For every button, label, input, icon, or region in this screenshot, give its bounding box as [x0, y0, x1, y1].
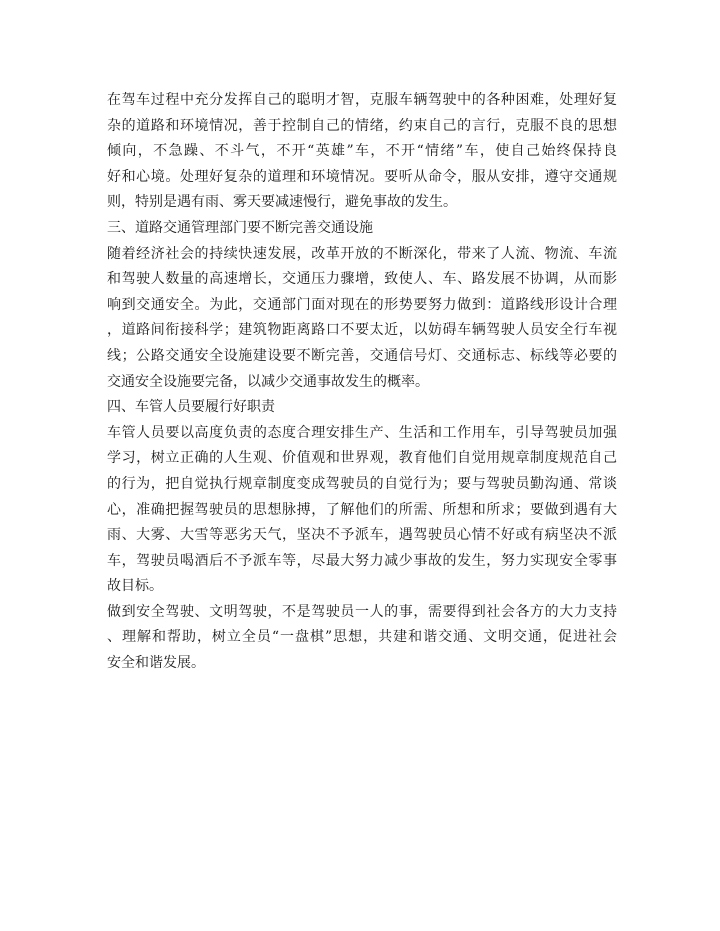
text-line: 线；公路交通安全设施建设要不断完善，交通信号灯、交通标志、标线等必要的: [107, 347, 617, 364]
text-line: 在驾车过程中充分发挥自己的聪明才智，克服车辆驾驶中的各种困难，处理好复: [107, 92, 617, 108]
text-line: 、理解和帮助，树立全员“一盘棋”思想，共建和谐交通、文明交通，促进社会: [107, 629, 617, 646]
text-line: 做到安全驾驶、文明驾驶，不是驾驶员一人的事，需要得到社会各方的大力支持: [107, 603, 617, 620]
text-line: 安全和谐发展。: [107, 655, 205, 672]
document-body: [107, 88, 617, 677]
section-heading: 三、道路交通管理部门要不断完善交通设施: [107, 219, 373, 236]
text-line: 雨、大雾、大雪等恶劣天气，坚决不予派车，遇驾驶员心情不好或有病坚决不派: [107, 527, 617, 544]
text-line: 和驾驶人数量的高速增长，交通压力骤增，致使人、车、路发展不协调，从而影: [107, 271, 617, 288]
text-line: 故目标。: [107, 578, 163, 595]
text-line: 交通安全设施要完备，以减少交通事故发生的概率。: [107, 373, 429, 390]
text-line: 倾向，不急躁、不斗气，不开“英雄”车，不开“情绪”车，使自己始终保持良: [107, 143, 617, 160]
text-line: 学习，树立正确的人生观、价值观和世界观，教育他们自觉用规章制度规范自己: [107, 450, 617, 467]
text-line: 心，准确把握驾驶员的思想脉搏，了解他们的所需、所想和所求；要做到遇有大: [107, 501, 617, 518]
text-line: ，道路间衔接科学；建筑物距离路口不要太近，以妨碍车辆驾驶人员安全行车视: [107, 322, 617, 339]
text-line: 好和心境。处理好复杂的道理和环境情况。要听从命令，服从安排，遵守交通规: [107, 168, 617, 185]
text-line: 车，驾驶员喝酒后不予派车等，尽最大努力减少事故的发生，努力实现安全零事: [107, 552, 617, 569]
text-line: 响到交通安全。为此，交通部门面对现在的形势要努力做到：道路线形设计合理: [107, 296, 617, 313]
text-line: 随着经济社会的持续快速发展，改革开放的不断深化，带来了人流、物流、车流: [107, 245, 617, 262]
text-line: 杂的道路和环境情况，善于控制自己的情绪，约束自己的言行，克服不良的思想: [107, 117, 617, 134]
text-line: 车管人员要以高度负责的态度合理安排生产、生活和工作用车，引导驾驶员加强: [107, 424, 617, 441]
text-line: 则，特别是遇有雨、雾天要减速慢行，避免事故的发生。: [107, 194, 457, 211]
section-heading: 四、车管人员要履行好职责: [107, 399, 275, 416]
text-line: 的行为，把自觉执行规章制度变成驾驶员的自觉行为；要与驾驶员勤沟通、常谈: [107, 475, 617, 492]
